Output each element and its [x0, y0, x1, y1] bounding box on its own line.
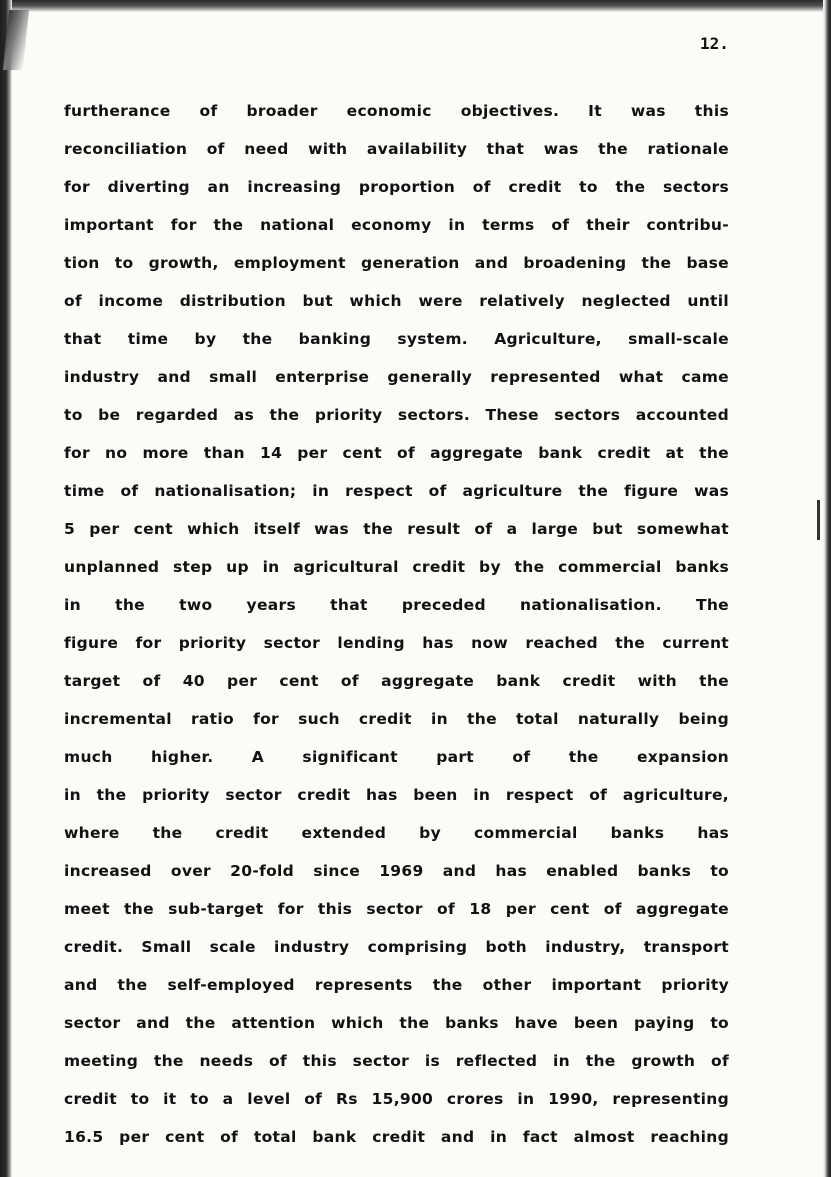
text-line: figure for priority sector lending has now reached the current: [64, 634, 729, 652]
text-line: where the credit extended by commercial banks has: [64, 824, 729, 842]
text-line: much higher. A significant part of the expansion: [64, 748, 729, 766]
text-line: in the two years that preceded nationalisation. The: [64, 596, 729, 614]
text-line: sector and the attention which the banks have been paying to: [64, 1014, 729, 1032]
text-line: reconciliation of need with availability that was the rationale: [64, 140, 729, 158]
text-line: in the priority sector credit has been in respect of agriculture,: [64, 786, 729, 804]
text-line: for diverting an increasing proportion of credit to the sectors: [64, 178, 729, 196]
text-line: increased over 20-fold since 1969 and has enabled banks to: [64, 862, 729, 880]
text-line: target of 40 per cent of aggregate bank credit with the: [64, 672, 729, 690]
text-line: credit to it to a level of Rs 15,900 crores in 1990, representing: [64, 1090, 729, 1108]
text-line: to be regarded as the priority sectors. These sectors accounted: [64, 406, 729, 424]
text-line: important for the national economy in terms of their contribu-: [64, 216, 729, 234]
page-number: 12.: [700, 34, 729, 53]
text-line: furtherance of broader economic objectives. It was this: [64, 102, 729, 120]
text-line: and the self-employed represents the other important priority: [64, 976, 729, 994]
text-line: meeting the needs of this sector is reflected in the growth of: [64, 1052, 729, 1070]
text-line: for no more than 14 per cent of aggregate bank credit at the: [64, 444, 729, 462]
text-line: incremental ratio for such credit in the total naturally being: [64, 710, 729, 728]
text-line: that time by the banking system. Agriculture, small-scale: [64, 330, 729, 348]
text-line: tion to growth, employment generation and broadening the base: [64, 254, 729, 272]
text-line: industry and small enterprise generally represented what came: [64, 368, 729, 386]
text-line: of income distribution but which were relatively neglected until: [64, 292, 729, 310]
text-line: meet the sub-target for this sector of 18 per cent of aggregate: [64, 900, 729, 918]
text-line: 5 per cent which itself was the result of a large but somewhat: [64, 520, 729, 538]
text-line: unplanned step up in agricultural credit by the commercial banks: [64, 558, 729, 576]
text-line: credit. Small scale industry comprising both industry, transport: [64, 938, 729, 956]
text-line: 16.5 per cent of total bank credit and in fact almost reaching: [64, 1128, 729, 1146]
text-line: time of nationalisation; in respect of agriculture the figure was: [64, 482, 729, 500]
